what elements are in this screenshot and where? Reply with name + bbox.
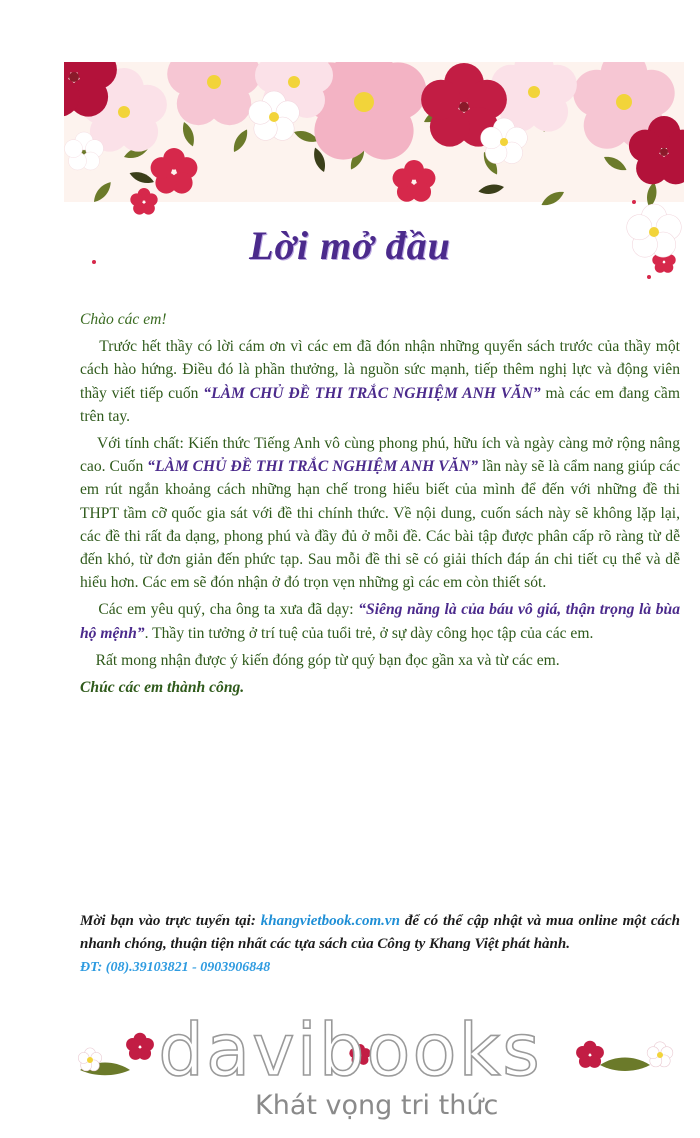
- paragraph-4: [80, 649, 680, 672]
- paragraph-1-text-a: Trước hết thầy có lời cám ơn vì các em đã đón nhận những quyển sách trước của thầy một cách hào hứng. Điều đó là phần thưởng, là nguồn sức mạnh, tiếp thêm nghị lực và động viên thầy viết tiếp cuốn: [80, 338, 680, 402]
- promo-text-a: Mời bạn vào trực tuyến tại:: [80, 913, 261, 929]
- paragraph-1: [80, 335, 680, 428]
- book-title-1: “LÀM CHỦ ĐỀ THI TRẮC NGHIỆM ANH VĂN”: [203, 384, 541, 402]
- paragraph-4-text: Rất mong nhận được ý kiến đóng góp từ quý bạn đọc gần xa và từ các em.: [95, 651, 560, 669]
- paragraph-3-text-b: . Thầy tin tưởng ở trí tuệ của tuổi trẻ, ở sự dày công học tập của các em.: [144, 624, 594, 642]
- paragraph-2-text-b: lần này sẽ là cẩm nang giúp các em rút ngắn khoảng cách những hạn chế trong hiểu biết của mình để đến với những đề thi THPT tầm cỡ quốc gia sát với đề thi chính thức. Về nội dung, cuốn sách này sẽ không lặp lại, các đề thi rất đa dạng, phong phú và đầy đủ ở mỗi đề. Các bài tập được phân cấp rõ ràng từ dễ đến khó, từ đơn giản đến phức tạp. Sau mỗi đề thi sẽ có giải thích đáp án chi tiết cụ thể và dễ hiểu hơn. Các em sẽ đón nhận ở đó trọn vẹn những gì các em còn thiết sót.: [80, 458, 680, 592]
- paragraph-3: [80, 598, 680, 644]
- closing: Chúc các em thành công.: [80, 679, 245, 697]
- watermark-logo: davibooks: [158, 1008, 542, 1092]
- paragraph-3-text-a: Các em yêu quý, cha ông ta xưa đã dạy:: [98, 601, 359, 619]
- paragraph-2: [80, 432, 680, 594]
- promo-text-b: để có thể cập nhật và mua online một cách nhanh chóng, thuận tiện nhất các tựa sách của Công ty Khang Việt phát hành.: [80, 913, 680, 952]
- promo-site-link[interactable]: khangvietbook.com.vn: [260, 913, 400, 929]
- preface-body: [80, 308, 680, 703]
- watermark-tagline: Khát vọng tri thức: [255, 1090, 499, 1121]
- paragraph-2-text-a: Với tính chất: Kiến thức Tiếng Anh vô cùng phong phú, hữu ích và ngày càng mở rộng nâng cao. Cuốn: [80, 435, 680, 476]
- proverb: “Siêng năng là của báu vô giá, thận trọng là bùa hộ mệnh”: [80, 601, 680, 642]
- page-title: Lời mở đầu: [249, 223, 451, 268]
- book-title-2: “LÀM CHỦ ĐỀ THI TRẮC NGHIỆM ANH VĂN”: [147, 458, 479, 476]
- phone-number: ĐT: (08).39103821 - 0903906848: [80, 960, 271, 975]
- promo-text: [80, 910, 680, 979]
- greeting: Chào các em!: [80, 311, 167, 328]
- paragraph-1-text-b: mà các em đang cầm trên tay.: [80, 384, 680, 425]
